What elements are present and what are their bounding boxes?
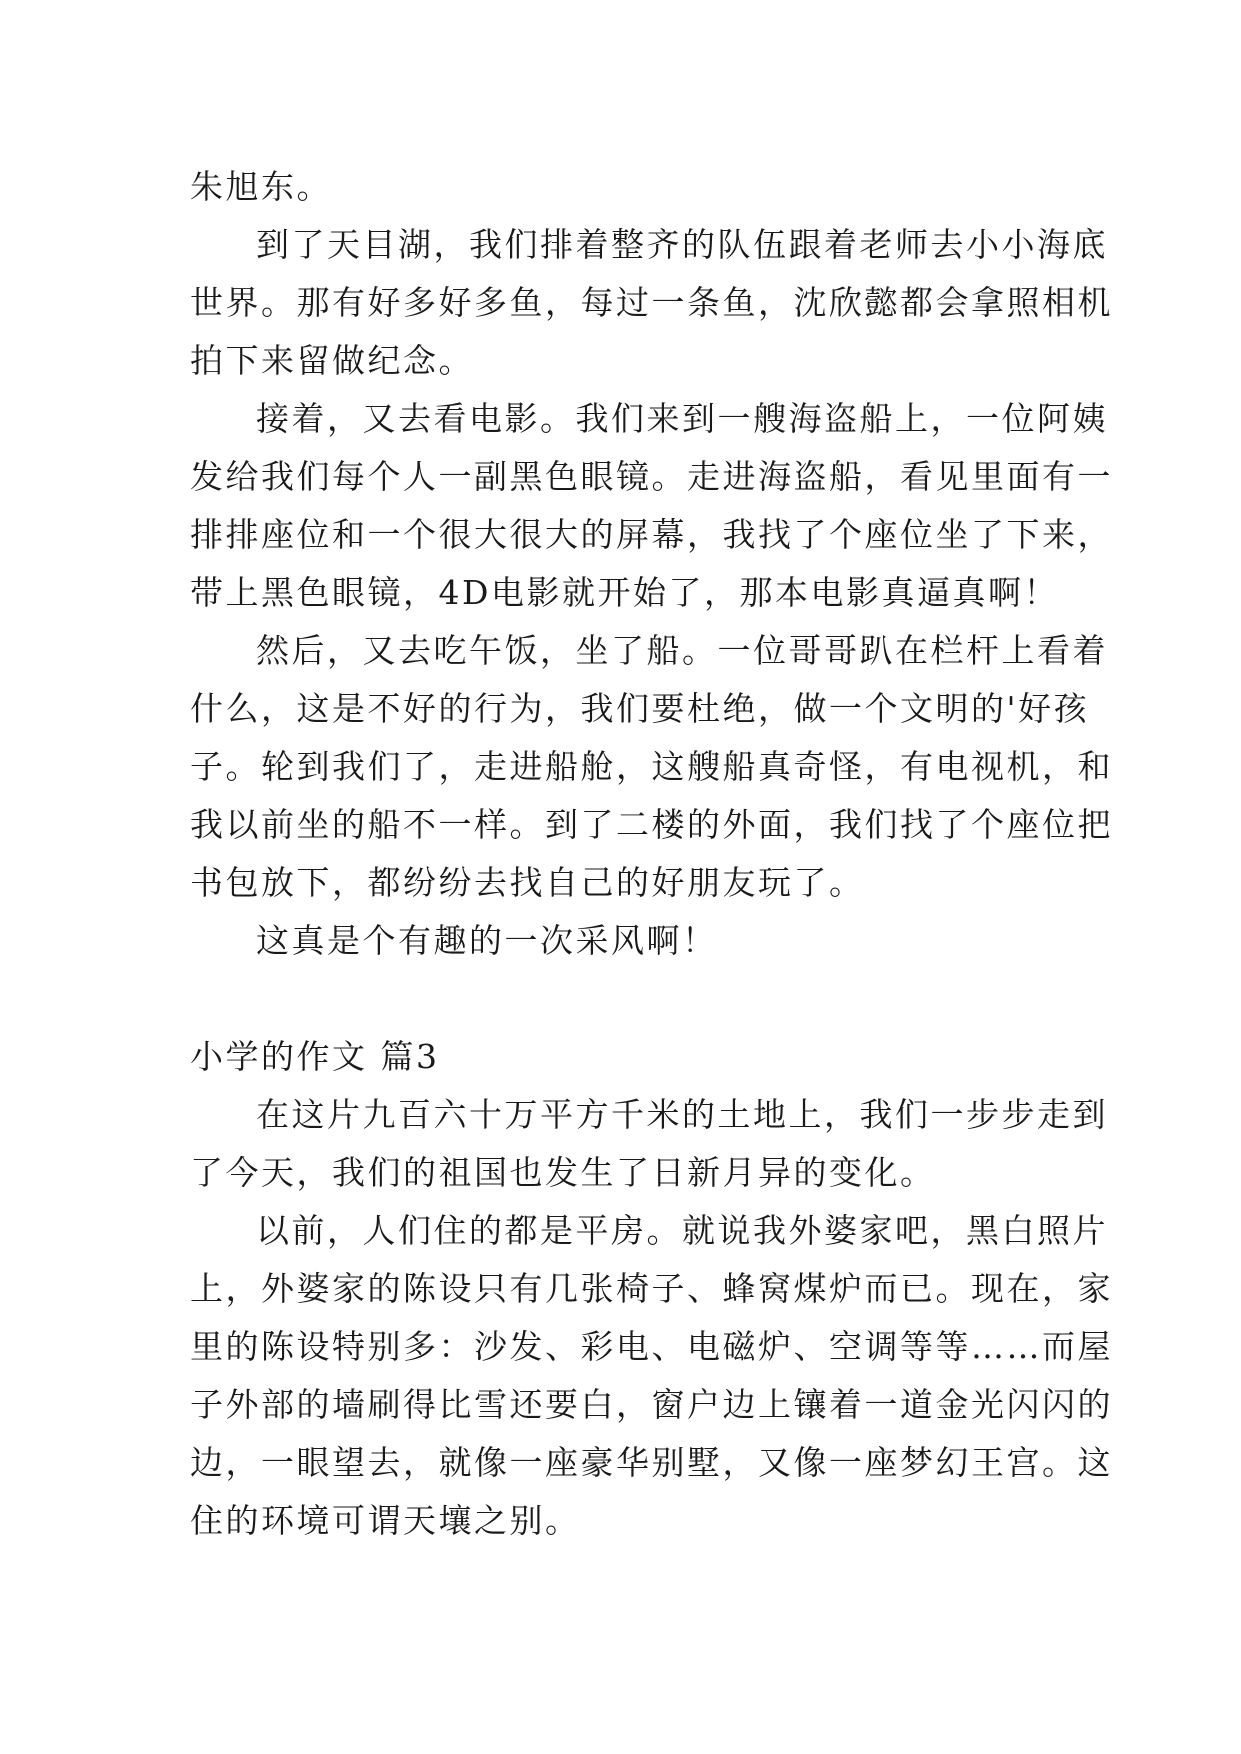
text-line: 世界。那有好多好多鱼，每过一条鱼，沈欣懿都会拿照相机: [190, 283, 1113, 322]
text-line: 在这片九百六十万平方千米的土地上，我们一步步走到: [256, 1095, 1108, 1134]
section-title: 小学的作文 篇3: [190, 1037, 440, 1076]
text-line: 然后，又去吃午饭，坐了船。一位哥哥趴在栏杆上看着: [256, 631, 1108, 670]
section-gap: [190, 970, 1060, 1028]
text-line: 这真是个有趣的一次采风啊！: [256, 921, 718, 960]
text-line: 上，外婆家的陈设只有几张椅子、蜂窝煤炉而已。现在，家: [190, 1269, 1113, 1308]
text-line: 到了天目湖，我们排着整齐的队伍跟着老师去小小海底: [256, 225, 1108, 264]
text-line: 里的陈设特别多：沙发、彩电、电磁炉、空调等等……而屋: [190, 1327, 1113, 1366]
text-line: 子外部的墙刷得比雪还要白，窗户边上镶着一道金光闪闪的: [190, 1385, 1113, 1424]
text-line: 以前，人们住的都是平房。就说我外婆家吧，黑白照片: [256, 1211, 1108, 1250]
text-line: 边，一眼望去，就像一座豪华别墅，又像一座梦幻王宫。这: [190, 1443, 1113, 1482]
text-line: 带上黑色眼镜，4D电影就开始了，那本电影真逼真啊！: [190, 573, 1059, 612]
text-line: 什么，这是不好的行为，我们要杜绝，做一个文明的'好孩: [190, 689, 1090, 728]
text-line: 朱旭东。: [190, 167, 332, 206]
essay-part-2-continuation: [190, 158, 1113, 970]
essay-part-3-body: [190, 1086, 1113, 1550]
text-line: 发给我们每个人一副黑色眼镜。走进海盗船，看见里面有一: [190, 457, 1113, 496]
text-line: 排排座位和一个很大很大的屏幕，我找了个座位坐了下来，: [190, 515, 1113, 554]
text-line: 书包放下，都纷纷去找自己的好朋友玩了。: [190, 863, 865, 902]
text-line: 住的环境可谓天壤之别。: [190, 1501, 581, 1540]
text-line: 我以前坐的船不一样。到了二楼的外面，我们找了个座位把: [190, 805, 1113, 844]
text-line: 接着，又去看电影。我们来到一艘海盗船上，一位阿姨: [256, 399, 1108, 438]
text-line: 拍下来留做纪念。: [190, 341, 474, 380]
text-line: 子。轮到我们了，走进船舱，这艘船真奇怪，有电视机，和: [190, 747, 1113, 786]
text-line: 了今天，我们的祖国也发生了日新月异的变化。: [190, 1153, 936, 1192]
document-body: [190, 158, 1113, 1550]
